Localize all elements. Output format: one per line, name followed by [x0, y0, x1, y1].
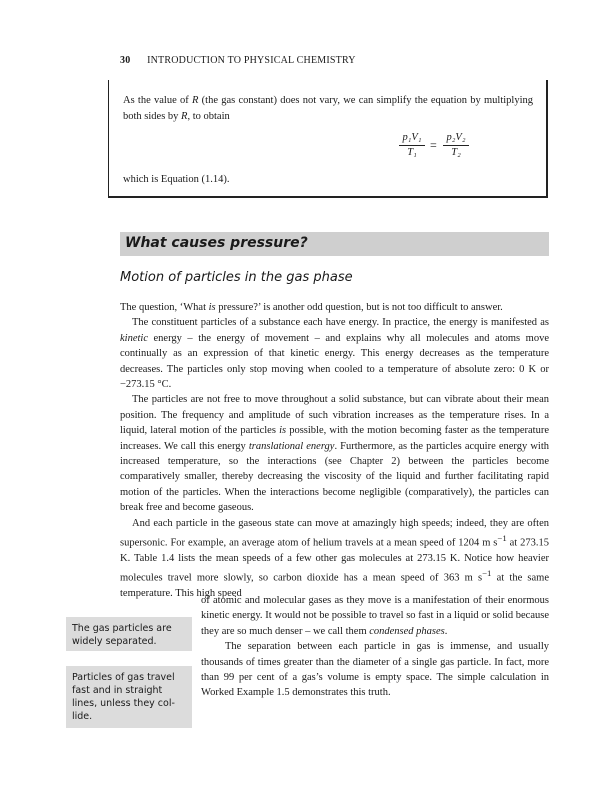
body-text-narrow [201, 593, 549, 701]
equation [399, 131, 479, 167]
text: The question, ‘What [120, 302, 209, 313]
body-text [120, 300, 549, 602]
text: at the same temperature. This high speed [120, 572, 549, 600]
superscript: −1 [482, 568, 492, 579]
box-paragraph-1 [123, 93, 533, 125]
text: pressure?’ is another odd question, but is not too difficult to answer. [215, 302, 503, 313]
text: . [444, 625, 448, 637]
text: . Furthermore, as the particles acquire energy with increased temperature, so the interactions (see Chapter 2) between the particles become comparatively smaller, thereby decreasing the viscosity of the liquid and further facilitating rapid motion of the particles. When the interactions become negligible (comparatively), the particles can break free and become gaseous. [120, 440, 549, 514]
text: at 273.15 K. Table 1.4 lists the mean speeds of a few other gas molecules at 273.15 K. Notice how heavier molecules travel more slowly, so carbon dioxide has a mean speed of 363 m s [120, 537, 549, 584]
text: The particles are not free to move throughout a solid substance, but can vibrate about their mean position. The frequency and amplitude of such vibration increases as the temperature rises. In a liquid, lateral motion of the particles [120, 394, 549, 437]
section-heading-bar [120, 232, 549, 256]
emphasis: is [279, 425, 287, 437]
equation-rhs [443, 131, 469, 160]
text: of atomic and molecular gases as they move is a manifestation of their enormous kinetic energy. It would not be possible to travel so fast in a liquid or solid because they are so much denser – we call them [201, 595, 549, 637]
text: The constituent particles of a substance each have energy. In practice, the energy is manifested as [132, 317, 549, 329]
box-symbol-r: R [191, 95, 199, 106]
page-number: 30 [120, 55, 131, 66]
subsection-title: Motion of particles in the gas phase [120, 270, 353, 285]
derivation-box [108, 80, 548, 198]
text: possible, with the motion becoming faster as the temperature increases. We call this energy [120, 425, 550, 452]
emphasis: translational energy [248, 440, 335, 452]
equation-rhs-numerator: p₂V₂ [443, 131, 469, 146]
equation-rhs-denominator: T₂ [451, 147, 461, 158]
paragraph-3 [120, 392, 549, 515]
paragraph-5: The separation between each particle in gas is immense, and usually thousands of times greater than the diameter of a single gas particle. In fact, more than 99 per cent of a gas’s volume is empty space. The simple calculation in Worked Example 1.5 demonstrates this truth. [201, 641, 549, 699]
text: And each particle in the gaseous state can move at amazingly high speeds; indeed, they are often supersonic. For example, an average atom of helium travels at a mean speed of 1204 m s [120, 517, 549, 549]
box-symbol-r: R [181, 111, 188, 122]
box-paragraph-2: which is Equation (1.14). [123, 174, 230, 185]
margin-note-1: The gas particles are widely separated. [66, 617, 192, 651]
running-title: INTRODUCTION TO PHYSICAL CHEMISTRY [147, 55, 356, 66]
paragraph-2 [120, 315, 549, 392]
paragraph-4 [120, 516, 549, 602]
paragraph-1 [120, 300, 549, 315]
equals-sign: = [430, 138, 437, 152]
equation-lhs-denominator: T₁ [407, 147, 417, 158]
emphasis: is [208, 302, 216, 313]
paragraph-4-continued [201, 593, 549, 639]
superscript: −1 [497, 533, 507, 544]
equation-lhs [399, 131, 425, 160]
text: energy – the energy of movement – and explains why all molecules and atoms move continually as an expression of that kinetic energy. This energy decreases as the temperature decreases. The particles only stop moving when cooled to a temperature of absolute zero: 0 K or −273.15 °C. [120, 332, 549, 391]
emphasis: condensed phases [369, 625, 445, 637]
emphasis: kinetic [120, 332, 148, 344]
section-title: What causes pressure? [125, 235, 308, 251]
running-head [120, 55, 356, 66]
box-text: (the gas constant) does not vary, we can simplify the equation by multiplying both sides by [123, 95, 534, 122]
equation-lhs-numerator: p₁V₁ [399, 131, 425, 146]
box-text: As the value of [123, 95, 192, 106]
margin-note-2: Particles of gas travel fast and in straight lines, unless they col-lide. [66, 666, 192, 728]
box-text: , to obtain [187, 111, 230, 122]
